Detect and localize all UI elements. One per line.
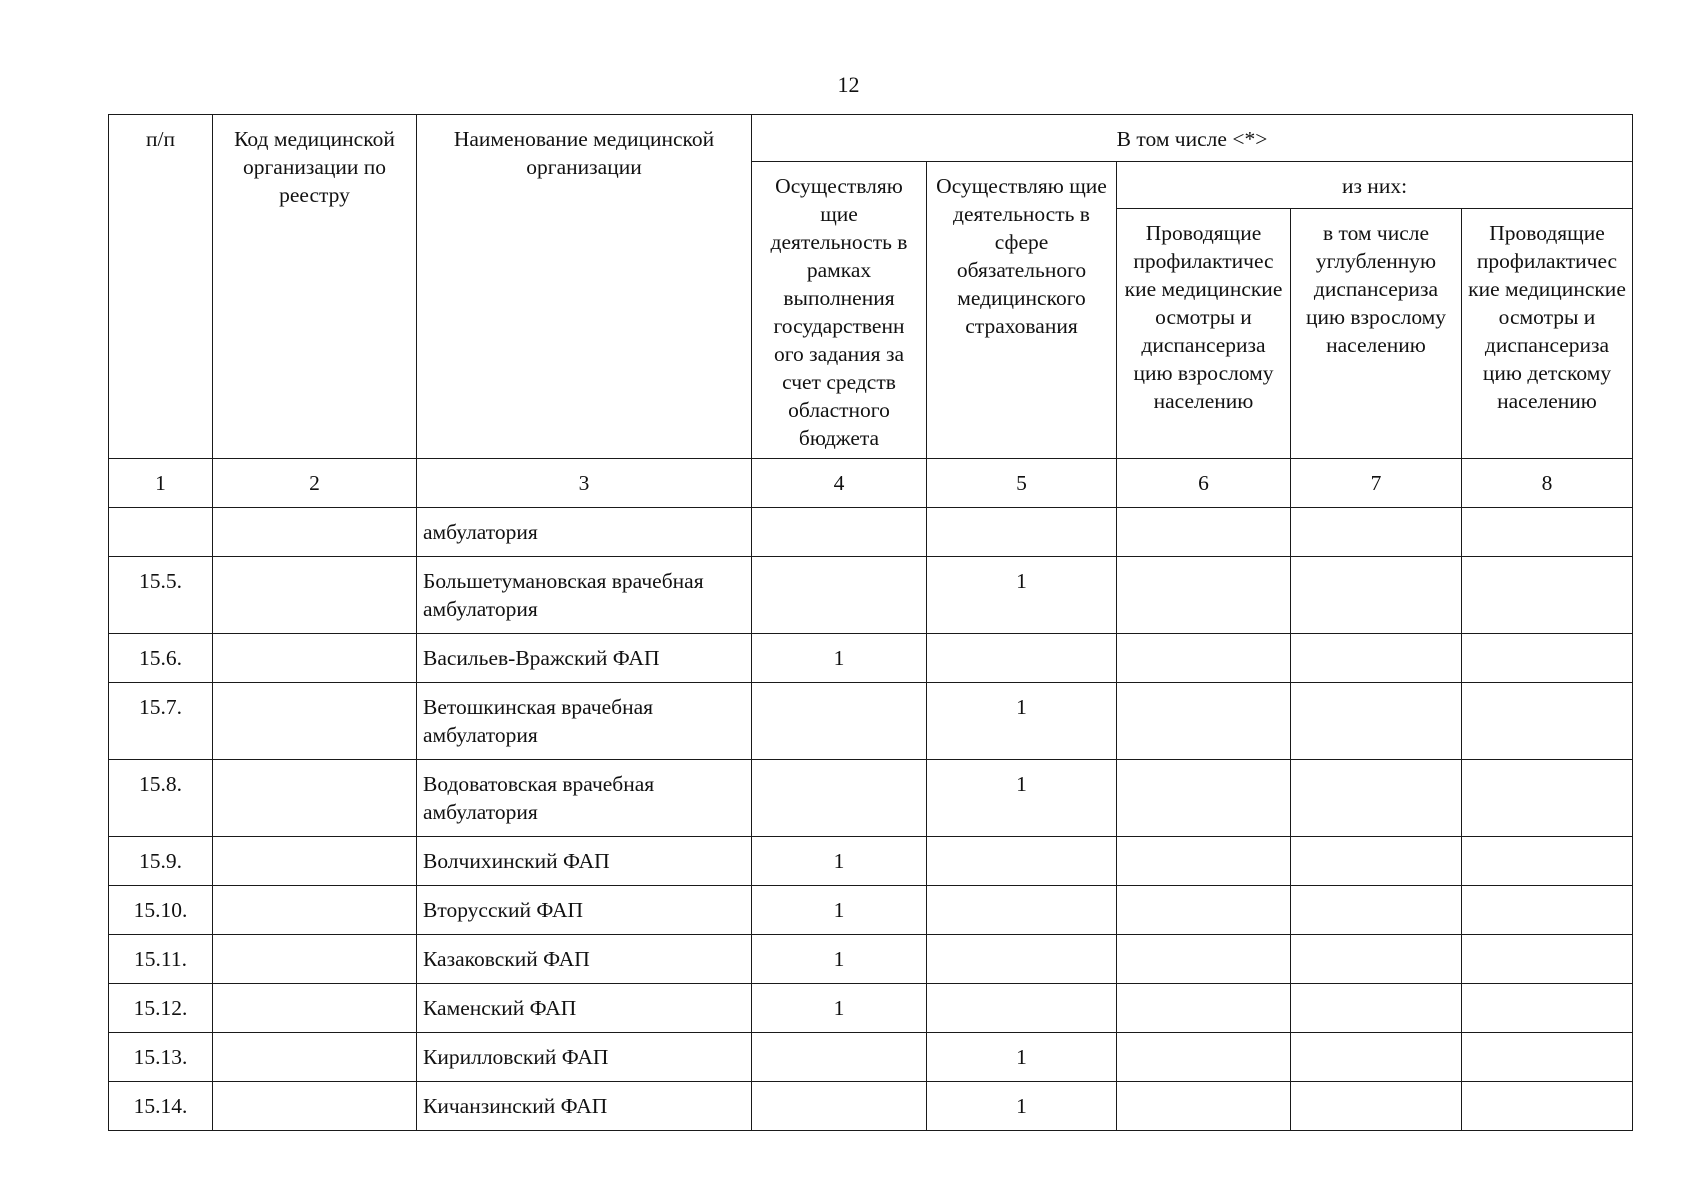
child-checkups-cell: [1462, 760, 1633, 837]
row-number-cell: 15.14.: [109, 1082, 213, 1131]
row-number-cell: 15.13.: [109, 1033, 213, 1082]
adult-checkups-cell: [1117, 1033, 1291, 1082]
mandatory-insurance-cell: 1: [927, 1082, 1117, 1131]
row-number-cell: 15.7.: [109, 683, 213, 760]
table-row: [109, 886, 1633, 935]
row-number-cell: 15.6.: [109, 634, 213, 683]
state-assignment-cell: 1: [752, 935, 927, 984]
column-number: 6: [1117, 459, 1291, 508]
row-number-cell: [109, 508, 213, 557]
in-depth-checkups-cell: [1291, 886, 1462, 935]
adult-checkups-cell: [1117, 557, 1291, 634]
child-checkups-cell: [1462, 837, 1633, 886]
row-number-cell: 15.9.: [109, 837, 213, 886]
registry-code-cell: [213, 886, 417, 935]
registry-code-cell: [213, 634, 417, 683]
state-assignment-cell: [752, 1082, 927, 1131]
row-number-cell: 15.11.: [109, 935, 213, 984]
row-number-cell: 15.5.: [109, 557, 213, 634]
header-cell-of-them-group: из них:: [1117, 162, 1633, 209]
adult-checkups-cell: [1117, 837, 1291, 886]
organization-name-cell: Васильев-Вражский ФАП: [417, 634, 752, 683]
header-cell-organization-name: Наименование медицинской организации: [417, 115, 752, 459]
header-cell-mandatory-insurance: Осуществляю щие деятельность в сфере обязательного медицинского страхования: [927, 162, 1117, 459]
in-depth-checkups-cell: [1291, 760, 1462, 837]
adult-checkups-cell: [1117, 634, 1291, 683]
table-row: [109, 1082, 1633, 1131]
header-cell-child-checkups: Проводящие профилактичес кие медицинские осмотры и диспансериза цию детскому населению: [1462, 209, 1633, 459]
child-checkups-cell: [1462, 634, 1633, 683]
state-assignment-cell: [752, 760, 927, 837]
column-number: 3: [417, 459, 752, 508]
registry-code-cell: [213, 1082, 417, 1131]
in-depth-checkups-cell: [1291, 935, 1462, 984]
mandatory-insurance-cell: 1: [927, 683, 1117, 760]
in-depth-checkups-cell: [1291, 508, 1462, 557]
registry-code-cell: [213, 760, 417, 837]
child-checkups-cell: [1462, 1033, 1633, 1082]
column-number: 7: [1291, 459, 1462, 508]
in-depth-checkups-cell: [1291, 557, 1462, 634]
row-number-cell: 15.8.: [109, 760, 213, 837]
child-checkups-cell: [1462, 984, 1633, 1033]
state-assignment-cell: 1: [752, 984, 927, 1033]
registry-code-cell: [213, 508, 417, 557]
child-checkups-cell: [1462, 1082, 1633, 1131]
facilities-table: [108, 114, 1633, 1131]
in-depth-checkups-cell: [1291, 634, 1462, 683]
child-checkups-cell: [1462, 683, 1633, 760]
table-row: [109, 634, 1633, 683]
adult-checkups-cell: [1117, 760, 1291, 837]
column-numbers-row: [109, 459, 1633, 508]
in-depth-checkups-cell: [1291, 683, 1462, 760]
in-depth-checkups-cell: [1291, 984, 1462, 1033]
organization-name-cell: Кирилловский ФАП: [417, 1033, 752, 1082]
adult-checkups-cell: [1117, 984, 1291, 1033]
adult-checkups-cell: [1117, 508, 1291, 557]
table-row: [109, 557, 1633, 634]
header-cell-in-depth-checkups: в том числе углубленную диспансериза цию взрослому населению: [1291, 209, 1462, 459]
in-depth-checkups-cell: [1291, 1033, 1462, 1082]
registry-code-cell: [213, 683, 417, 760]
registry-code-cell: [213, 935, 417, 984]
state-assignment-cell: 1: [752, 634, 927, 683]
organization-name-cell: Вторусский ФАП: [417, 886, 752, 935]
column-number: 4: [752, 459, 927, 508]
organization-name-cell: Волчихинский ФАП: [417, 837, 752, 886]
table-row: [109, 1033, 1633, 1082]
mandatory-insurance-cell: [927, 886, 1117, 935]
organization-name-cell: Кичанзинский ФАП: [417, 1082, 752, 1131]
state-assignment-cell: [752, 1033, 927, 1082]
header-cell-row-number: п/п: [109, 115, 213, 459]
state-assignment-cell: [752, 683, 927, 760]
registry-code-cell: [213, 1033, 417, 1082]
mandatory-insurance-cell: [927, 984, 1117, 1033]
registry-code-cell: [213, 984, 417, 1033]
mandatory-insurance-cell: 1: [927, 557, 1117, 634]
mandatory-insurance-cell: [927, 508, 1117, 557]
column-number: 5: [927, 459, 1117, 508]
adult-checkups-cell: [1117, 886, 1291, 935]
in-depth-checkups-cell: [1291, 837, 1462, 886]
mandatory-insurance-cell: [927, 837, 1117, 886]
child-checkups-cell: [1462, 935, 1633, 984]
organization-name-cell: Водоватовская врачебная амбулатория: [417, 760, 752, 837]
header-cell-including-group: В том числе <*>: [752, 115, 1633, 162]
mandatory-insurance-cell: [927, 634, 1117, 683]
table-row: [109, 984, 1633, 1033]
table-header: [109, 115, 1633, 508]
table-row: [109, 683, 1633, 760]
adult-checkups-cell: [1117, 683, 1291, 760]
column-number: 8: [1462, 459, 1633, 508]
table-row: [109, 935, 1633, 984]
state-assignment-cell: [752, 508, 927, 557]
header-cell-adult-checkups: Проводящие профилактичес кие медицинские осмотры и диспансериза цию взрослому населению: [1117, 209, 1291, 459]
state-assignment-cell: 1: [752, 886, 927, 935]
page-number: 12: [837, 72, 860, 97]
organization-name-cell: Ветошкинская врачебная амбулатория: [417, 683, 752, 760]
mandatory-insurance-cell: [927, 935, 1117, 984]
state-assignment-cell: [752, 557, 927, 634]
adult-checkups-cell: [1117, 935, 1291, 984]
mandatory-insurance-cell: 1: [927, 1033, 1117, 1082]
mandatory-insurance-cell: 1: [927, 760, 1117, 837]
in-depth-checkups-cell: [1291, 1082, 1462, 1131]
registry-code-cell: [213, 837, 417, 886]
table-body: [109, 508, 1633, 1131]
registry-code-cell: [213, 557, 417, 634]
table-row: [109, 508, 1633, 557]
child-checkups-cell: [1462, 508, 1633, 557]
column-number: 2: [213, 459, 417, 508]
organization-name-cell: Казаковский ФАП: [417, 935, 752, 984]
organization-name-cell: амбулатория: [417, 508, 752, 557]
row-number-cell: 15.12.: [109, 984, 213, 1033]
row-number-cell: 15.10.: [109, 886, 213, 935]
header-cell-registry-code: Код медицинской организации по реестру: [213, 115, 417, 459]
organization-name-cell: Большетумановская врачебная амбулатория: [417, 557, 752, 634]
column-number: 1: [109, 459, 213, 508]
adult-checkups-cell: [1117, 1082, 1291, 1131]
child-checkups-cell: [1462, 557, 1633, 634]
table-row: [109, 760, 1633, 837]
table-row: [109, 837, 1633, 886]
state-assignment-cell: 1: [752, 837, 927, 886]
organization-name-cell: Каменский ФАП: [417, 984, 752, 1033]
header-cell-state-assignment: Осуществляю щие деятельность в рамках выполнения государственн ого задания за счет средств областного бюджета: [752, 162, 927, 459]
child-checkups-cell: [1462, 886, 1633, 935]
